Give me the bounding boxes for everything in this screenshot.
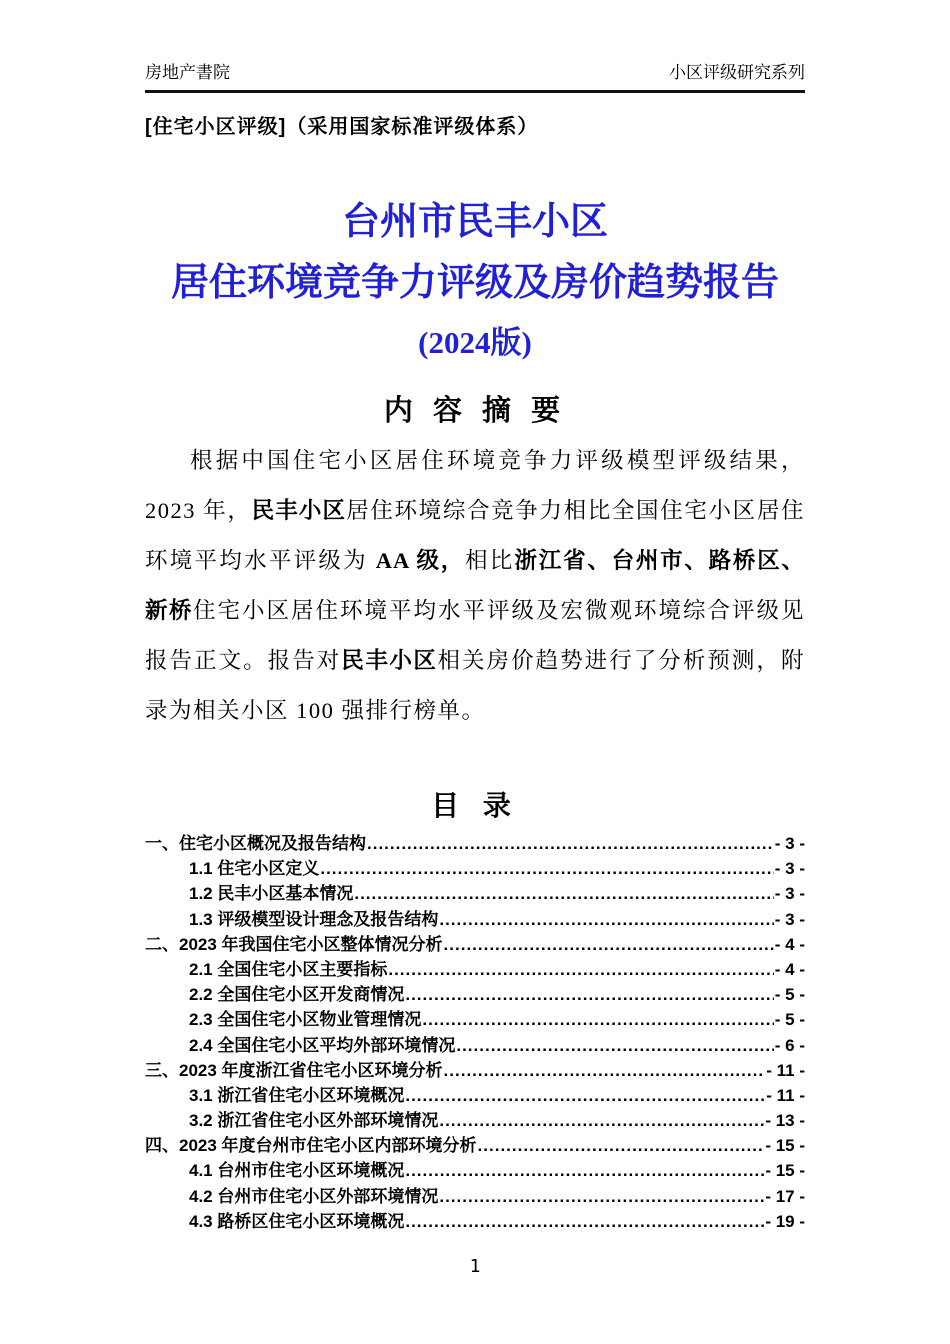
toc-item[interactable] (145, 1207, 805, 1232)
toc-dot-leader (405, 985, 773, 1005)
toc-item-label: 2.1 全国住宅小区主要指标 (189, 959, 388, 979)
toc-item-page: - 17 - (765, 1186, 805, 1206)
toc-item[interactable] (145, 905, 805, 930)
toc-dot-leader (320, 859, 773, 879)
toc-item[interactable] (145, 854, 805, 879)
toc-item-page: - 4 - (774, 934, 805, 954)
toc-item-label: 1.1 住宅小区定义 (189, 859, 320, 879)
toc-item-label: 一、住宅小区概况及报告结构 (145, 834, 366, 853)
toc-item[interactable] (145, 955, 805, 980)
toc-item[interactable] (145, 1182, 805, 1207)
toc-item-page: - 11 - (766, 1085, 805, 1105)
toc-item-label: 4.2 台州市住宅小区外部环境情况 (189, 1186, 439, 1206)
header-left-text: 房地产書院 (145, 63, 230, 82)
toc-item-page: - 4 - (774, 959, 805, 979)
toc-item-label: 4.3 路桥区住宅小区环境概况 (189, 1211, 405, 1231)
toc-item-label: 二、2023 年我国住宅小区整体情况分析 (145, 934, 443, 954)
text-run: 根据中国住宅小区居住环境竞争力评级模型评级结果，2023 年， (145, 448, 805, 523)
toc-item-page: - 13 - (765, 1111, 805, 1131)
toc-item-page: - 3 - (774, 834, 805, 853)
toc-item-label: 四、2023 年度台州市住宅小区内部环境分析 (145, 1136, 477, 1156)
toc-dot-leader (439, 1111, 764, 1131)
summary-paragraph (145, 436, 805, 736)
toc-item[interactable] (145, 1106, 805, 1131)
page-number: 1 (469, 1256, 481, 1277)
text-run: 住宅小区居住环境平均水平评级及宏微观环境综合评级见报告正文。报告对 (145, 598, 805, 673)
toc-item-label: 2.3 全国住宅小区物业管理情况 (189, 1010, 422, 1030)
header-right-text: 小区评级研究系列 (669, 63, 805, 82)
toc-dot-leader (388, 960, 773, 980)
toc-item-page: - 15 - (765, 1161, 805, 1181)
toc-item-page: - 3 - (774, 884, 805, 904)
toc-item-page: - 15 - (765, 1136, 805, 1156)
series-subheader: [住宅小区评级]（采用国家标准评级体系） (145, 116, 539, 138)
toc-dot-leader (478, 1136, 765, 1156)
text-run: 居住环境综合竞争力相比全国住宅小区居住环境平均水平评级为 (145, 498, 805, 573)
toc-item-label: 3.2 浙江省住宅小区外部环境情况 (189, 1111, 439, 1131)
toc-dot-leader (405, 1161, 764, 1181)
toc-item[interactable] (145, 1005, 805, 1030)
toc-item[interactable] (145, 1056, 805, 1081)
toc-item[interactable] (145, 1156, 805, 1181)
toc-item-label: 2.2 全国住宅小区开发商情况 (189, 985, 405, 1005)
toc-item-label: 2.4 全国住宅小区平均外部环境情况 (189, 1035, 456, 1055)
toc-item-label: 1.3 评级模型设计理念及报告结构 (189, 909, 439, 929)
toc-item-page: - 5 - (774, 1010, 805, 1030)
toc-heading: 目 录 (431, 790, 519, 821)
toc-item-label: 三、2023 年度浙江省住宅小区环境分析 (145, 1060, 443, 1080)
toc-dot-leader (405, 1086, 765, 1106)
toc-item-page: - 19 - (765, 1211, 805, 1231)
toc-item[interactable] (145, 1081, 805, 1106)
toc-item-page: - 3 - (774, 909, 805, 929)
report-title-edition: (2024版) (418, 325, 532, 360)
text-run-bold: 浙江省、台州市、路桥区、新桥 (145, 548, 805, 623)
toc-item[interactable] (145, 1131, 805, 1156)
toc-dot-leader (439, 910, 773, 930)
toc-dot-leader (439, 1187, 764, 1207)
toc-dot-leader (405, 1212, 764, 1232)
summary-heading: 内 容 摘 要 (383, 395, 567, 427)
toc-item-page: - 3 - (774, 859, 805, 879)
toc-item-page: - 5 - (774, 985, 805, 1005)
toc-item-page: - 11 - (766, 1060, 805, 1080)
text-run: 相关房价趋势进行了分析预测，附录为相关小区 100 强排行榜单。 (145, 648, 805, 723)
toc-item-label: 4.1 台州市住宅小区环境概况 (189, 1161, 405, 1181)
toc-item[interactable] (145, 1031, 805, 1056)
toc-dot-leader (456, 1036, 773, 1056)
table-of-contents (145, 829, 805, 1232)
text-run-bold: 民丰小区 (251, 498, 347, 523)
text-run-bold: 民丰小区 (341, 648, 438, 673)
toc-item-label: 1.2 民丰小区基本情况 (189, 884, 354, 904)
toc-item[interactable] (145, 980, 805, 1005)
toc-dot-leader (367, 834, 774, 854)
text-run: 相比 (464, 548, 515, 573)
toc-item-page: - 6 - (774, 1035, 805, 1055)
toc-item[interactable] (145, 879, 805, 904)
toc-item[interactable] (145, 829, 805, 854)
text-run-bold: AA 级， (375, 548, 465, 573)
toc-dot-leader (444, 1061, 766, 1081)
toc-dot-leader (422, 1010, 773, 1030)
toc-item-label: 3.1 浙江省住宅小区环境概况 (189, 1085, 405, 1105)
toc-dot-leader (444, 935, 774, 955)
report-title-line2: 居住环境竞争力评级及房价趋势报告 (170, 262, 779, 304)
running-header (145, 58, 805, 93)
toc-dot-leader (354, 884, 773, 904)
report-title-line1: 台州市民丰小区 (341, 201, 608, 243)
toc-item[interactable] (145, 930, 805, 955)
